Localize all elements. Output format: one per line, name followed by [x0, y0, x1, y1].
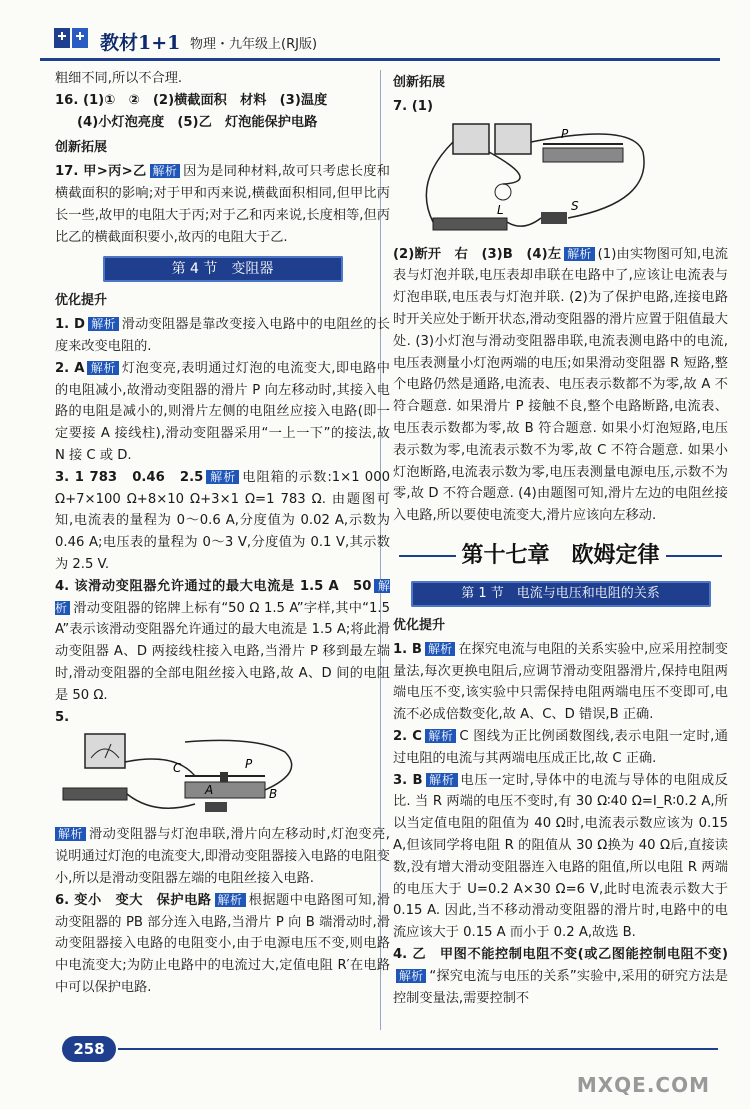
- r3: [393, 770, 728, 944]
- right-column: [393, 68, 728, 1009]
- footer-rule: [118, 1048, 718, 1050]
- label-c: C: [173, 761, 182, 776]
- chapter-rule-right: [666, 555, 723, 557]
- q6: [55, 890, 390, 999]
- subject-label: 物理・九年级上(RJ版): [190, 37, 318, 52]
- r2-answer: 2. C: [393, 728, 422, 744]
- label-s: S: [571, 198, 579, 213]
- q5-number: 5.: [55, 709, 70, 725]
- analysis-tag: 解析: [426, 773, 458, 787]
- heading-innovation-right: 创新拓展: [393, 75, 446, 90]
- q6-analysis: 根据题中电路图可知,滑动变阻器的 PB 部分连入电路,当滑片 P 向 B 端滑动时,滑动变阻器接入电路的电阻变小,由于电源电压不变,则电路中电流变大;为防止电路中的电流过大,定值电阻 R′在电路中可以保护电路.: [55, 892, 390, 995]
- page-number: 258: [62, 1036, 116, 1062]
- analysis-tag: 解析: [206, 470, 239, 484]
- header-rule: [40, 58, 720, 61]
- analysis-tag: 解析: [425, 642, 455, 656]
- analysis-tag: 解析: [88, 317, 119, 331]
- heading-optimize-right: 优化提升: [393, 617, 446, 633]
- q4: [55, 576, 390, 707]
- section-banner-4: 第 4 节 变阻器: [103, 256, 343, 282]
- analysis-tag: 解析: [87, 361, 118, 375]
- q7-answer: (2)断开 右 (3)B (4)左: [393, 246, 562, 262]
- label-p: P: [245, 757, 253, 772]
- q17: [55, 161, 390, 248]
- r1-analysis: 在探究电流与电阻的关系实验中,应采用控制变量法,每次更换电阻后,应调节滑动变阻器滑片,保持电阻两端电压不变,该实验中只需保持电阻两端电压不变即可,电流不必成倍数变化,故 A、C、D 错误,B 正确.: [393, 641, 728, 723]
- q1: [55, 314, 390, 358]
- q3-analysis: 电阻箱的示数:1×1 000 Ω+7×100 Ω+8×10 Ω+3×1 Ω=1 783 Ω. 由题图可知,电流表的量程为 0～0.6 A,分度值为 0.02 A,示数为 0.46 A;电压表的量程为 0～3 V,分度值为 0.1 V,其示数为 2.5 V.: [55, 469, 390, 572]
- heading-innovation: 创新拓展: [55, 140, 108, 156]
- q2-answer: 2. A: [55, 360, 85, 376]
- r2-analysis: C 图线为正比例函数图线,表示电阻一定时,通过电阻的电流与其两端电压成正比,故 C 正确.: [393, 728, 728, 766]
- section-banner-1: 第 1 节 电流与电压和电阻的关系: [411, 581, 711, 607]
- circuit-figure-5: [55, 732, 355, 820]
- analysis-tag: 解析: [425, 729, 456, 743]
- r3-analysis: 电压一定时,导体中的电流与导体的电阻成反比. 当 R 两端的电压不变时,有 30 Ω∶40 Ω=I_R∶0.2 A,所以当定值电阻的阻值为 40 Ω时,电流表示数应该为 0.15 A,但该同学将电阻 R 的阻值从 30 Ω换为 40 Ω后,直接读数,没有增大滑动变阻器连入电路的阻值,所以电阻 R 两端的电压大于 U=0.2 A×30 Ω=6 V,此时电流表示数大于 0.15 A. 因此,当不移动滑动变阻器的滑片时,电路中的电流应该大于 0.15 A 而小于 0.2 A,故选 B.: [393, 772, 728, 941]
- chapter-banner: [393, 539, 728, 573]
- r1: [393, 639, 728, 726]
- page-header: [0, 0, 750, 62]
- analysis-tag: 解析: [55, 578, 390, 615]
- r1-answer: 1. B: [393, 641, 422, 657]
- r4-answer: 4. 乙 甲图不能控制电阻不变(或乙图能控制电阻不变): [393, 946, 728, 962]
- q2: [55, 358, 390, 467]
- q4-analysis: 滑动变阻器的铭牌上标有“50 Ω 1.5 A”字样,其中“1.5 A”表示该滑动变阻器允许通过的最大电流是 1.5 A;将此滑动变阻器 A、D 两接线柱接入电路,当滑片 P 移到最左端时,滑动变阻器的全部电阻丝接入电路,故 A、D 间的电阻是 50 Ω.: [55, 600, 390, 703]
- label-a: A: [205, 783, 214, 798]
- book-logo-icon: [52, 22, 96, 52]
- chapter-title: 第十七章 欧姆定律: [461, 542, 660, 569]
- r4: [393, 944, 728, 1009]
- q5: [55, 824, 390, 889]
- analysis-tag: 解析: [150, 164, 181, 178]
- q3: [55, 467, 390, 576]
- label-l: L: [497, 202, 504, 217]
- r2: [393, 726, 728, 770]
- q17-analysis: 因为是同种材料,故可只考虑长度和横截面积的影响;对于甲和丙来说,横截面积相同,但甲比丙长一些,故甲的电阻大于丙;对于乙和丙来说,长度相等,但丙比乙的横截面积要小,故丙的电阻大于乙.: [55, 164, 390, 245]
- q6-answer: 6. 变小 变大 保护电路: [55, 892, 212, 908]
- q7-number: 7. (1): [393, 98, 434, 114]
- heading-optimize: 优化提升: [55, 293, 108, 309]
- continued-text: 粗细不同,所以不合理.: [55, 71, 183, 86]
- q2-analysis: 灯泡变亮,表明通过灯泡的电流变大,即电路中的电阻减小,故滑动变阻器的滑片 P 向左移动时,其接入电路的电阻是减小的,则滑片左侧的电阻丝应接入电路(即一定要接 A 接线柱),滑动变阻器采用“一上一下”的接法,故 N 接 C 或 D.: [55, 360, 390, 463]
- analysis-tag: 解析: [396, 969, 426, 983]
- q3-answer: 3. 1 783 0.46 2.5: [55, 469, 204, 485]
- label-b: B: [269, 787, 278, 802]
- circuit-figure-7: [393, 122, 693, 240]
- watermark: MXQE.COM: [576, 1073, 710, 1097]
- q1-analysis: 滑动变阻器是靠改变接入电路中的电阻丝的长度来改变电阻的.: [55, 317, 390, 354]
- label-p7: P: [561, 126, 569, 141]
- chapter-rule-left: [399, 555, 456, 557]
- q17-answer: 17. 甲>丙>乙: [55, 164, 147, 180]
- left-column: [55, 68, 390, 999]
- q4-answer: 4. 该滑动变阻器允许通过的最大电流是 1.5 A 50: [55, 578, 372, 594]
- r4-analysis: “探究电流与电压的关系”实验中,采用的研究方法是控制变量法,需要控制不: [393, 968, 728, 1006]
- analysis-tag: 解析: [55, 827, 86, 841]
- q7: [393, 244, 728, 527]
- analysis-tag: 解析: [564, 247, 594, 261]
- q5-analysis: 滑动变阻器与灯泡串联,滑片向左移动时,灯泡变亮,说明通过灯泡的电流变大,即滑动变阻器接入电路的电阻变小,所以是滑动变阻器左端的电阻丝接入电路.: [55, 827, 390, 886]
- r3-answer: 3. B: [393, 772, 423, 788]
- q16-line1: 16. (1)① ② (2)横截面积 材料 (3)温度: [55, 92, 328, 108]
- q7-analysis: (1)由实物图可知,电流表与灯泡并联,电压表却串联在电路中了,应该让电流表与灯泡串联,电压表与灯泡并联. (2)为了保护电路,连接电路时开关应处于断开状态,滑动变阻器的滑片应置于阻值最大处. (3)小灯泡与滑动变阻器串联,电流表测电路中的电流,电压表测量小灯泡两端的电压;如果滑动变阻器 R 短路,整个电路仍然是通路,电流表、电压表示数都不为零,故 A 不符合题意. 如果滑片 P 接触不良,整个电路断路,电流表、电压表示数都为零,故 B 符合题意. 如果小灯泡短路,电压表示数为零,电流表示数不为零,故 C 不符合题意. 如果小灯泡断路,电流表示数为零,电压表测量电源电压,示数不为零,故 D 不符合题意. (4)由题图可知,滑片左边的电阻丝接入电路,所以要使电流变大,滑片应该向左移动.: [393, 246, 728, 524]
- q16-line2: (4)小灯泡亮度 (5)乙 灯泡能保护电路: [77, 114, 318, 130]
- q1-answer: 1. D: [55, 317, 85, 333]
- analysis-tag: 解析: [215, 893, 246, 907]
- book-title: 教材1+1: [100, 32, 181, 54]
